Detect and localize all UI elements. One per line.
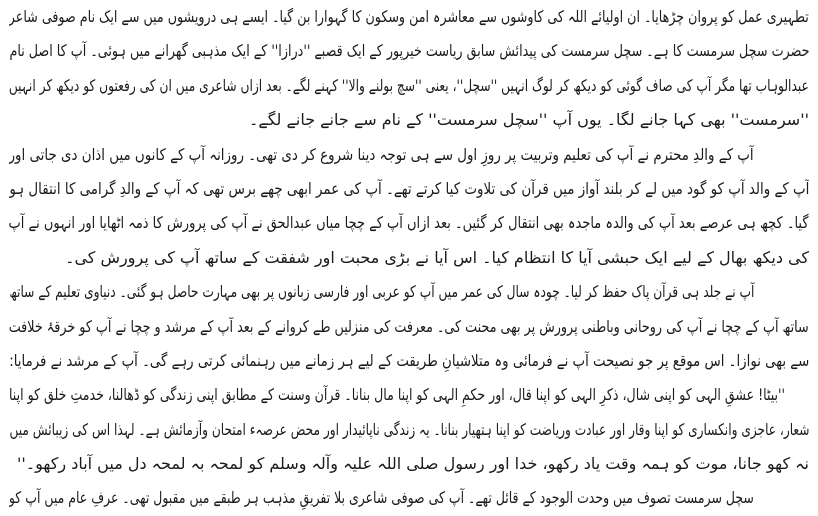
text-line-content: عبدالوہاب تھا مگر آپ کی صاف گوئی کو دیکھ کر لوگ انہیں ''سچل''، یعنی ''سچ بولنے والا'' کہنے لگے۔ بعد ازاں شاعری میں ان کی رفعتوں کو دیکھ کر انہیں (9, 75, 809, 95)
text-line (9, 103, 809, 137)
text-line-content: شعار، عاجزی وانکساری کو اپنا وقار اور عبادت وریاضت کو اپنا ہتھیار بنانا۔ یہ زندگی ناپائیدار اور محض عرصہء امتحان وآزمائش ہے۔ لہذا اس کی زیبائش میں (9, 419, 809, 439)
text-line (9, 344, 809, 378)
text-line (9, 447, 809, 481)
text-line-content: آپ نے جلد ہی قرآن پاک حفظ کر لیا۔ چودہ سال کی عمر میں آپ کو عربی اور فارسی زبانوں پر بھی مہارت حاصل ہو گئی۔ دنیاوی تعلیم کے ساتھ (9, 282, 754, 302)
text-line (9, 206, 809, 240)
text-line-content: نہ کھو جانا، موت کو ہمہ وقت یاد رکھو، خدا اور رسول صلی اللہ علیہ وآلہ وسلم کو لمحہ بہ لمحہ دل میں آباد رکھو۔'' (16, 454, 809, 474)
text-line-content: آپ کے والدِ محترم نے آپ کی تعلیم وتربیت پر روزِ اول سے ہی توجہ دینا شروع کر دی تھی۔ روزانہ آپ کے کانوں میں اذان دی جاتی اور (9, 144, 754, 164)
text-line-content: تطہیری عمل کو پروان چڑھایا۔ ان اولیائے اللہ کی کاوشوں سے معاشرہ امن وسکون کا گہوارا بن گیا۔ ایسے ہی درویشوں میں سے ایک نام صوفی شاعر (9, 7, 809, 26)
text-line (9, 378, 809, 412)
text-line (9, 275, 809, 309)
text-line (9, 69, 809, 103)
text-line (9, 241, 809, 275)
text-line-content: سے بھی نوازا۔ اس موقع پر جو نصیحت آپ نے فرمائی وہ متلاشیانِ طریقت کے لیے ہر زمانے میں رہنمائی کرتی رہے گی۔ آپ کے مرشد نے فرمایا: (9, 350, 809, 370)
text-line-content: گیا۔ کچھ ہی عرصے بعد آپ کی والدہ ماجدہ بھی انتقال کر گئیں۔ بعد ازاں آپ کے چچا میاں عبدالحق نے آپ کی پرورش کا ذمہ اٹھایا اور انہوں نے آپ (9, 213, 809, 233)
text-line (9, 172, 809, 206)
text-line-content: ''سرمست'' بھی کہا جانے لگا۔ یوں آپ ''سچل سرمست'' کے نام سے جانے جانے لگے۔ (248, 110, 809, 130)
text-line (9, 481, 809, 515)
text-line (9, 138, 809, 172)
text-line-content: ''بیٹا! عشقِ الہی کو اپنی شال، ذکرِ الہی کو اپنا قال، اور حکمِ الہی کو اپنا مال بنانا۔ قرآن وسنت کے مطابق اپنی زندگی کو ڈھالنا، خدمتِ خلق کو اپنا (9, 385, 785, 405)
text-line-content: آپ کے والد آپ کو گود میں لے کر بلند آواز میں قرآن کی تلاوت کیا کرتے تھے۔ آپ کی عمر ابھی چھے برس تھی کہ آپ کے والدِ گرامی کا انتقال ہو (9, 178, 809, 198)
text-line-content: سچل سرمست تصوف میں وحدت الوجود کے قائل تھے۔ آپ کی صوفی شاعری بلا تفریقِ مذہب ہر طبقے میں مقبول تھی۔ عرفِ عام میں آپ کو (9, 488, 754, 508)
text-line-content: ساتھ آپ کے چچا نے آپ کی روحانی وباطنی پرورش پر بھی محنت کی۔ معرفت کی منزلیں طے کروانے کے بعد آپ کے مرشد و چچا نے آپ کو خرقۂ خلافت (9, 316, 809, 336)
text-line (9, 34, 809, 68)
text-line (9, 310, 809, 344)
text-line-content: حضرت سچل سرمست کا ہے۔ سچل سرمست کی پیدائش سابق ریاست خیرپور کے ایک قصبے ''درازا'' کے ایک مذہبی گھرانے میں ہوئی۔ آپ کا اصل نام (9, 41, 809, 61)
text-line (9, 413, 809, 447)
text-line (9, 0, 809, 34)
text-line-content: کی دیکھ بھال کے لیے ایک حبشی آیا کا انتظام کیا۔ اس آیا نے بڑی محبت اور شفقت کے ساتھ آپ کی پرورش کی۔ (65, 247, 809, 267)
